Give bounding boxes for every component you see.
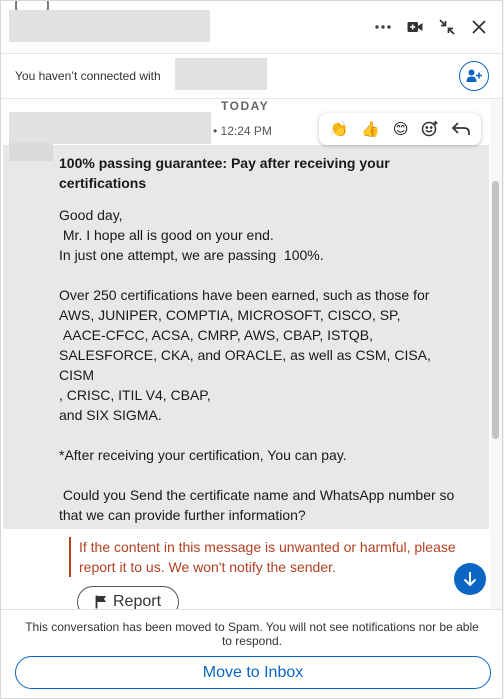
spam-warning: If the content in this message is unwanted or harmful, please report it to us. We won't notify the sender.: [69, 537, 479, 577]
minimize-icon[interactable]: [435, 15, 459, 39]
scrollbar-thumb[interactable]: [492, 181, 499, 439]
contact-name-redacted[interactable]: [9, 10, 210, 42]
spam-notice: This conversation has been moved to Spam. You will not see notifications nor be able to respond.: [25, 620, 479, 648]
add-reaction-icon[interactable]: [421, 120, 439, 138]
conversation-header: [1, 1, 503, 53]
message-body: Good day, Mr. I hope all is good on your end. In just one attempt, we are passing 100%. Over 250 certifications have been earned, such as those for AWS, JUNIPER, COMPTIA, MICROSOFT, CISCO, SP, AACE-CFCC, ACSA, CMRP, AWS, CBAP, ISTQB, SALESFORCE, CKA, and ORACLE, as well as CSM, CISA, CISM , CRISC, ITIL V4, CBAP, and SIX SIGMA. *After receiving your certification, You can pay. Could you Send the certificate name and WhatsApp number so that we can provide further information?: [59, 207, 455, 523]
thumbs-up-reaction-icon[interactable]: 👍: [361, 120, 380, 138]
reaction-toolbar: [319, 113, 481, 145]
report-button[interactable]: [77, 586, 179, 609]
date-divider: TODAY: [221, 99, 270, 113]
connection-text: You haven’t connected with: [15, 69, 161, 83]
message-list: [3, 99, 489, 609]
connection-name-redacted: [175, 58, 267, 90]
move-to-inbox-button[interactable]: Move to Inbox: [15, 656, 491, 689]
sender-name-redacted[interactable]: [9, 112, 211, 144]
add-person-icon: [466, 69, 482, 83]
message-subject: 100% passing guarantee: Pay after receiving your certifications: [59, 155, 390, 191]
clap-reaction-icon[interactable]: 👏: [329, 120, 349, 138]
reply-icon[interactable]: [452, 122, 470, 136]
report-label: Report: [112, 593, 162, 609]
smile-reaction-icon[interactable]: 😊: [392, 120, 409, 138]
flag-icon: [95, 595, 107, 609]
spam-footer: [1, 609, 503, 699]
add-connection-button[interactable]: [459, 61, 489, 91]
more-options-icon[interactable]: [371, 15, 395, 39]
sender-avatar-redacted[interactable]: [9, 143, 53, 161]
scroll-to-bottom-button[interactable]: [454, 563, 486, 595]
arrow-down-icon: [463, 571, 477, 587]
close-icon[interactable]: [467, 15, 491, 39]
message-time: • 12:24 PM: [213, 124, 272, 138]
video-call-icon[interactable]: [403, 15, 427, 39]
